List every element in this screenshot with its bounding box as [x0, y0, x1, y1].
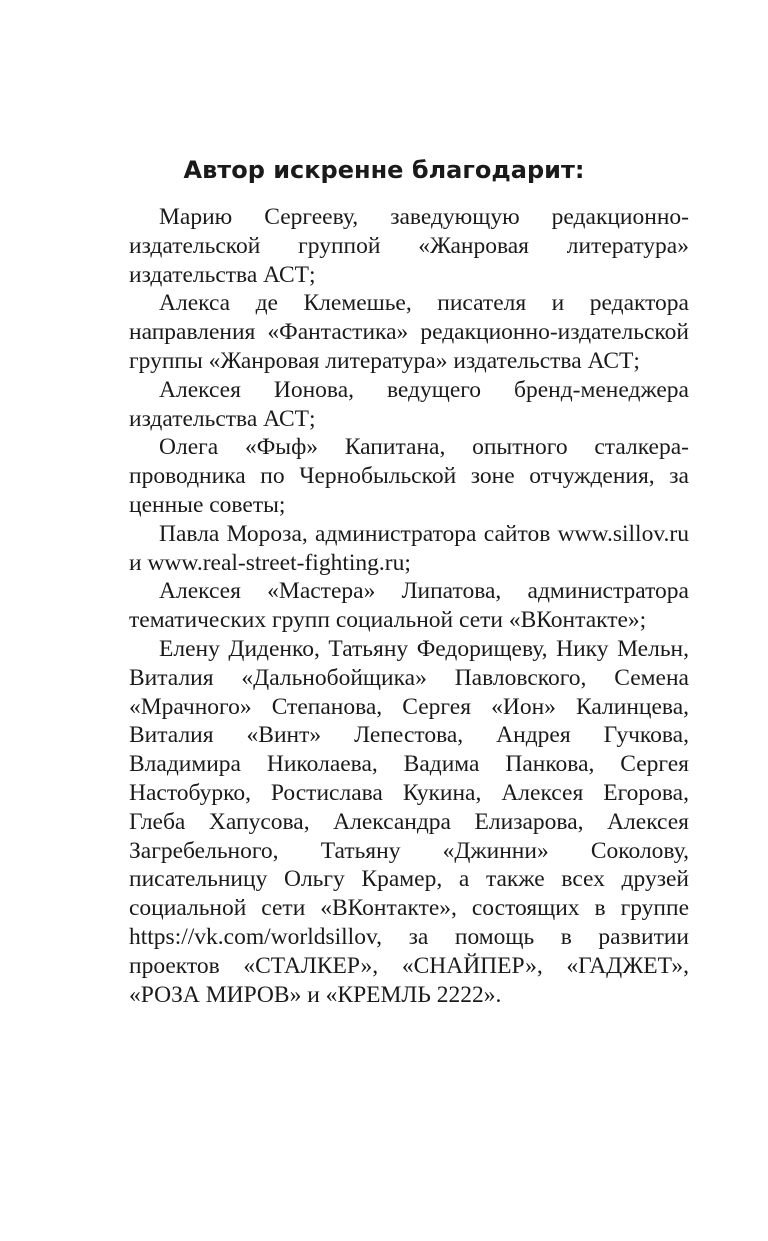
- acknowledgement-paragraph: Алекса де Клемешье, писателя и редактора направления «Фантастика» редакционно-издательской группы «Жанровая литература» издательства АСТ;: [129, 290, 689, 374]
- acknowledgement-paragraph: Марию Сергееву, заведующую редакционно-издательской группой «Жанровая литература» издательства АСТ;: [129, 204, 689, 288]
- acknowledgement-paragraph: Павла Мороза, администратора сайтов www.sillov.ru и www.real-street-fighting.ru;: [129, 520, 689, 576]
- acknowledgement-paragraph: Алексея «Мастера» Липатова, администратора тематических групп социальной сети «ВКонтакте»;: [129, 578, 689, 634]
- acknowledgements-body: [129, 203, 689, 1009]
- acknowledgement-paragraph: Елену Диденко, Татьяну Федорищеву, Нику Мельн, Виталия «Дальнобойщика» Павловского, Семена «Мрачного» Степанова, Сергея «Ион» Калинцева, Виталия «Винт» Лепестова, Андрея Гучкова, Владимира Николаева, Вадима Панкова, Сергея Настобурко, Ростислава Кукина, Алексея Егорова, Глеба Хапусова, Александра Елизарова, Алексея Загребельного, Татьяну «Джинни» Соколову, писательницу Ольгу Крамер, а также всех друзей социальной сети «ВКонтакте», состоящих в группе https://vk.com/worldsillov, за помощь в развитии проектов «СТАЛКЕР», «СНАЙПЕР», «ГАДЖЕТ», «РОЗА МИРОВ» и «КРЕМЛЬ 2222».: [129, 635, 689, 1008]
- acknowledgement-paragraph: Олега «Фыф» Капитана, опытного сталкера-проводника по Чернобыльской зоне отчуждения, за ценные советы;: [129, 434, 689, 518]
- acknowledgement-paragraph: Алексея Ионова, ведущего бренд-менеджера издательства АСТ;: [129, 376, 689, 432]
- page-heading: Автор искренне благодарит:: [183, 156, 585, 184]
